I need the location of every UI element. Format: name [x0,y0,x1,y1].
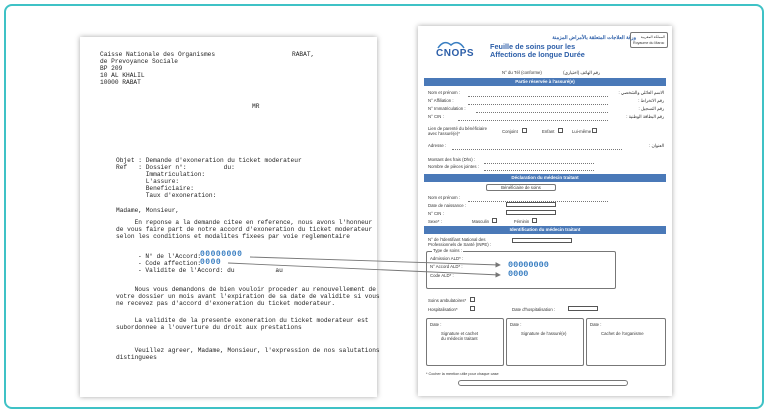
footer-note: * Cocher la mention utile pour chaque case [426,372,499,376]
date-hosp-label: Date d'hospitalisation : [512,307,556,312]
letter-addressee: MR [252,103,260,110]
birthdate-input[interactable] [506,202,556,207]
soins-ambulatoires-label: Soins ambulatoires* [428,298,467,303]
care-type-label: Type de soins : [433,248,462,253]
sender-line: Caisse Nationale des Organismes [100,51,216,58]
title-arabic: ورقة العلاجات المتعلقة بالأمراض المزمنة [552,35,636,41]
objet-line: Taux d'exoneration: [116,192,217,199]
option-lui-meme: Lui-même [572,129,592,134]
patient-cin-input[interactable] [506,210,556,215]
title-line-1: Feuille de soins pour les [490,42,576,51]
section-doctor-label: Identification du médecin traitant [509,227,581,232]
insured-field-arabic: رقم التسجيل : [638,106,664,111]
objet-line: Ref : Dossier n°: du: [116,164,235,171]
lui-meme-checkbox[interactable] [592,128,597,133]
objet-line: Immatriculation: [116,171,206,178]
sig-caption: Cachet de l'organisme [601,331,644,336]
doctor-signature-box[interactable] [426,318,504,366]
inpe-input[interactable] [512,238,572,243]
sig-caption: Signature de l'assuré(e) [521,331,567,336]
objet-line: L'assure: [116,178,180,185]
sig-date-label: Date : [590,322,602,327]
soins-ambulatoires-checkbox[interactable] [470,297,475,302]
logo-text: CNOPS [436,48,475,59]
montant-input-line[interactable] [484,163,594,164]
sexe-feminin: Féminin [514,219,530,224]
letter-city: RABAT, [292,51,315,58]
feminin-checkbox[interactable] [532,218,537,223]
sig-caption: Signature et cachet [441,331,479,336]
sender-line: de Prevoyance Sociale [100,58,178,65]
letter-salutation: Madame, Monsieur, [116,207,180,214]
adresse-input-line[interactable] [452,149,622,150]
letter-paragraph-line: ne recevez pas d'accord d'exoneration du ticket moderateur. [116,300,336,307]
section-insured-label: Partie réservée à l'assuré(e) [515,79,575,84]
exoneration-letter [80,37,380,397]
badge-arabic: المملكة المغربية [640,35,665,39]
sender-line: BP 209 [100,65,123,72]
footer-bar [458,380,628,386]
objet-line: Objet : Demande d'exoneration du ticket moderateur [116,157,302,164]
beneficiary-label: Bénéficiaire de soins [501,185,541,190]
sig-date-label: Date : [510,322,522,327]
header-badge [630,32,668,48]
letter-closing-line: Veuillez agreer, Madame, Monsieur, l'expression de nos salutations [116,347,380,354]
patient-field: N° CIN : [428,211,444,216]
sender-line: 10 AL KHALIL [100,72,145,79]
pieces-input-line[interactable] [484,170,594,171]
letter-paragraph-line: En reponse a la demande citee en reference, nous avons l'honneur [116,219,373,226]
conjoint-checkbox[interactable] [522,128,527,133]
option-conjoint: Conjoint [502,129,518,134]
form-accord-label: N° Accord ALD* : [430,264,463,269]
insured-field: N° Immatriculation : [428,106,466,111]
letter-closing-line: distinguees [116,354,157,361]
insured-field-arabic: رقم البطاقة الوطنية : [626,114,664,119]
phone-label: N° du Tél (conforme) [502,70,542,75]
section-declaration-label: Déclaration du médecin traitant [511,175,579,180]
objet-line: Beneficiaire: [116,185,194,192]
pieces-label: Nombre de pièces jointes : [428,164,479,169]
code-number: 0000 [200,258,222,267]
letter-paragraph-line: Nous vous demandons de bien vouloir proceder au renouvellement de [116,286,376,293]
patient-field: Nom et prénom : [428,195,461,200]
title-line-2: Affections de longue Durée [490,50,585,59]
form-code-number: 0000 [508,269,529,279]
section-declaration [424,174,666,182]
organism-stamp-box[interactable] [586,318,666,366]
insured-field: Nom et prénom : [428,90,461,95]
section-insured [424,78,666,86]
accord-label: - N° de l'Accord: [138,253,202,260]
hospitalisation-checkbox[interactable] [470,306,475,311]
validity-line: - Validite de l'Accord: du au [138,267,283,274]
ald-admission-label: Admission ALD* : [430,256,464,261]
adresse-label-arabic: العنوان : [649,143,664,148]
sig-caption: du médecin traitant [441,336,478,341]
letter-paragraph-line: votre dossier un mois avant l'expiration de sa date de validite si vous [116,293,380,300]
insured-field: N° CIN : [428,114,444,119]
affiliation-input-line[interactable] [468,104,608,105]
sig-date-label: Date : [430,322,442,327]
phone-label-arabic: رقم الهاتف (اختياري) [563,70,600,75]
date-hosp-input[interactable] [568,306,598,311]
patient-field: Sexe* : [428,219,442,224]
enfant-checkbox[interactable] [558,128,563,133]
insured-field-arabic: رقم الانخراط : [638,98,664,103]
beneficiary-badge [486,184,556,191]
accord-number: 00000000 [200,250,243,259]
sender-line: 10000 RABAT [100,79,141,86]
letter-paragraph-line: de vous faire part de notre accord d'exoneration du ticket moderateur [116,226,373,233]
inpe-label: N° de l'Identifiant National des Professionnels de Santé (INPE) : [428,237,492,247]
insured-field-arabic: الاسم العائلي والشخصي : [618,90,664,95]
cnops-logo [436,39,474,59]
section-doctor [424,226,666,234]
montant-label: Montant des frais (Dhs) : [428,157,476,162]
insured-field: N° Affiliation : [428,98,454,103]
letter-paragraph-line: La validite de la presente exoneration du ticket moderateur est [116,317,369,324]
code-ald-label: Code ALD* : [430,273,454,278]
sexe-masculin: Masculin [472,219,489,224]
masculin-checkbox[interactable] [492,218,497,223]
form-accord-number: 00000000 [508,260,549,270]
care-sheet-form [418,26,672,396]
patient-field: Date de naissance : [428,203,466,208]
hospitalisation-label: Hospitalisation* [428,307,458,312]
code-label: - Code affection: [138,260,202,267]
cin-input-line[interactable] [458,120,608,121]
insured-signature-box[interactable] [506,318,584,366]
adresse-label: Adresse : [428,143,447,148]
badge-text: Royaume du Maroc [633,41,665,45]
lien-label: Lien de parenté du bénéficiaire avec l'assuré(e)* [428,126,488,136]
option-enfant: Enfant [542,129,555,134]
letter-paragraph-line: selon les conditions et modalites fixees par voie reglementaire [116,233,350,240]
letter-paragraph-line: subordonnee a l'ouverture du droit aux prestations [116,324,302,331]
immatriculation-input-line[interactable] [476,112,608,113]
name-input-line[interactable] [468,96,608,97]
